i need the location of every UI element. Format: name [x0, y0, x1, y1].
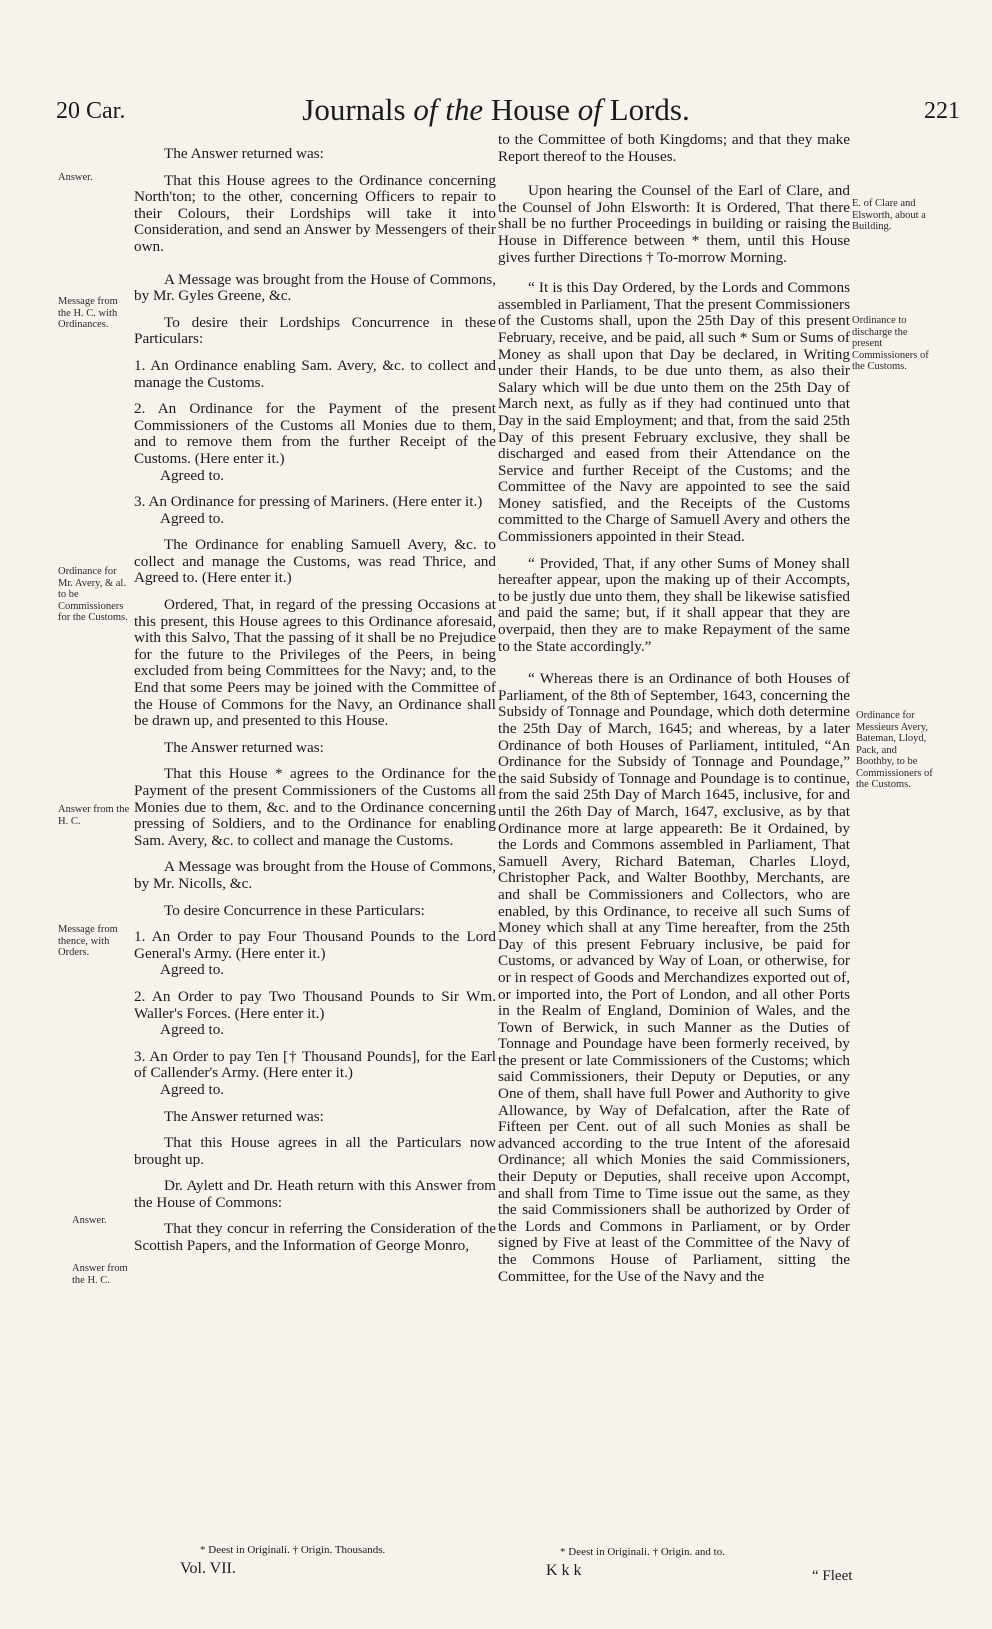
- paragraph: 2. An Order to pay Two Thousand Pounds to Sir Wm. Waller's Forces. (Here enter it.): [134, 987, 496, 1022]
- paragraph: 1. An Ordinance enabling Sam. Avery, &c. to collect and manage the Customs.: [134, 356, 496, 391]
- footnote: * Deest in Originali. † Origin. and to.: [560, 1546, 725, 1558]
- paragraph: To desire Concurrence in these Particulars:: [164, 901, 425, 919]
- running-title: Journals of the House of Lords.: [302, 92, 690, 127]
- left-column: [134, 146, 496, 1265]
- paragraph: 2. An Ordinance for the Payment of the present Commissioners of the Customs all Monies due to them, and to remove them from the further Receipt of the Customs. (Here enter it.): [134, 400, 496, 467]
- paragraph: A Message was brought from the House of Commons, by Mr. Nicolls, &c.: [134, 858, 496, 892]
- margin-note: E. of Clare and Elsworth, about a Building.: [852, 198, 926, 232]
- catchword: “ Fleet: [812, 1568, 853, 1584]
- paragraph: The Answer returned was:: [164, 145, 324, 162]
- paragraph: “ Whereas there is an Ordinance of both Houses of Parliament, of the 8th of September, 1643, concerning the Subsidy of Tonnage and Poundage, which doth determine the 25th Day of March, 1645; and whereas, by a later Ordinance of both Houses of Parliament, intituled, “An Ordinance for the Subsidy of Tonnage and Poundage,” the said Subsidy of Tonnage and Poundage is to continue, from the said 25th Day of March 1645, inclusive, for and until the 26th Day of March, 1647, exclusive, as by that Ordinance more at large appeareth: Be it Ordained, by the Lords and Commons assembled in Parliament, That Samuell Avery, Richard Bateman, Charles Lloyd, Christopher Pack, and Walter Boothby, Merchants, are and shall be Commissioners and Collectors, who are enabled, by this Ordinance, to receive all such Sums of Money which shall at any Time hereafter, from the 25th Day of this present February inclusive, be paid for Customs, or advanced by Way of Loan, or otherwise, for or in respect of Goods and Merchandizes exported out of, or imported into, the Port of London, and all other Ports in the Realm of England, Dominion of Wales, and the Town of Berwick, in such Manner as the Duties of Tonnage and Poundage have been formerly received, by the present or late Commissioners of the Customs; which said Commissioners, their Deputy or Deputies, or any One of them, shall have full Power and Authority to give Allowance, by Way of Defalcation, after the Rate of Fifteen per Cent. out of all such Monies as shall be advanced according to the true Intent of the aforesaid Ordinance; all which Monies the said Commissioners, their Deputy or Deputies, shall receive upon Accompt, and shall from Time to Time issue out the same, as they the said Commissioners shall be authorized by Order of the Lords and Commons in Parliament, or by Order signed by Five at least of the Committee of the Navy of the Commons House of Parliament, sitting the Committee, for the Use of the Navy and the: [498, 670, 850, 1285]
- paragraph: The Answer returned was:: [164, 738, 324, 756]
- paragraph: Dr. Aylett and Dr. Heath return with this Answer from the House of Commons:: [134, 1177, 496, 1211]
- paragraph: A Message was brought from the House of Commons, by Mr. Gyles Greene, &c.: [134, 270, 496, 305]
- paragraph: That they concur in referring the Consideration of the Scottish Papers, and the Information of George Monro,: [134, 1220, 496, 1255]
- volume-signature: Vol. VII.: [180, 1560, 236, 1577]
- paragraph: That this House agrees to the Ordinance concerning North'ton; to the other, concerning Officers to repair to their Colours, their Lordships will take it into Consideration, and send an Answer by Messengers of their own.: [134, 171, 496, 255]
- paragraph: To desire their Lordships Concurrence in these Particulars:: [134, 313, 496, 348]
- margin-note: Answer.: [72, 1215, 107, 1226]
- paragraph: 1. An Order to pay Four Thousand Pounds to the Lord General's Army. (Here enter it.): [134, 928, 496, 962]
- footnote: * Deest in Originali. † Origin. Thousands.: [200, 1544, 386, 1556]
- margin-note: Answer from the H. C.: [72, 1263, 128, 1286]
- paragraph: Agreed to.: [160, 1021, 225, 1039]
- paragraph: Ordered, That, in regard of the pressing Occasions at this present, this House agrees to this Ordinance aforesaid, with this Salvo, That the passing of it shall be no Prejudice for the future to the Privileges of the Peers, in being excluded from being Committees for the Navy; and, to the End that some Peers may be joined with the Committee of the House of Commons for the Navy, an Ordinance shall be drawn up, and presented to this House.: [134, 596, 496, 730]
- paragraph: Agreed to.: [160, 1080, 225, 1098]
- paragraph: That this House agrees in all the Particulars now brought up.: [134, 1134, 496, 1168]
- paragraph: Agreed to.: [160, 509, 225, 527]
- right-column: [498, 132, 850, 1295]
- paragraph: The Ordinance for enabling Samuell Avery, &c. to collect and manage the Customs, was read Thrice, and Agreed to. (Here enter it.): [134, 536, 496, 587]
- page-number: 221: [924, 98, 960, 124]
- margin-note: Ordinance for Messieurs Avery, Bateman, Lloyd, Pack, and Boothby, to be Commissioners of the Customs.: [856, 710, 933, 790]
- margin-note: Ordinance to discharge the present Commissioners of the Customs.: [852, 315, 929, 372]
- page-header: [0, 92, 992, 132]
- paragraph: Upon hearing the Counsel of the Earl of Clare, and the Counsel of John Elsworth: It is Ordered, That there shall be no further Proceedings in building or raising the House in Difference between * them, until this House gives further Directions † To-morrow Morning.: [498, 182, 850, 266]
- gathering-signature: K k k: [546, 1562, 582, 1579]
- margin-note: Message from the H. C. with Ordinances.: [58, 296, 118, 330]
- margin-note: Message from thence, with Orders.: [58, 924, 118, 958]
- paragraph: That this House * agrees to the Ordinance for the Payment of the present Commissioners of the Customs all Monies due to them, &c. and to the Ordinance concerning pressing of Soldiers, and to the Ordinance for enabling Sam. Avery, &c. to collect and manage the Customs.: [134, 765, 496, 849]
- paragraph: 3. An Ordinance for pressing of Mariners. (Here enter it.): [134, 493, 483, 511]
- paragraph: to the Committee of both Kingdoms; and that they make Report thereof to the Houses.: [498, 131, 850, 165]
- paragraph: “ It is this Day Ordered, by the Lords and Commons assembled in Parliament, That the present Commissioners of the Customs shall, upon the 25th Day of this present February, receive, and be paid, all such * Sum or Sums of Money as shall upon that Day be declared, in Writing under their Hands, to be due unto them, as also their Salary which will be due unto them on the 25th Day of March next, as fully as if they had continued unto that Day in the said Employment; and that, from the said 25th Day of this present February exclusive, they shall be discharged and eased from their Attendance on the Service and further Receipt of the Customs; and the Committee of the Navy are appointed to see the said Money satisfied, and the Receipts of the Customs committed to the Charge of Samuell Avery and others the Commissioners appointed in their Stead.: [498, 279, 850, 546]
- paragraph: “ Provided, That, if any other Sums of Money shall hereafter appear, upon the making up of their Accompts, to be justly due unto them, they shall be likewise satisfied and paid the same; but, if it shall appear that they are overpaid, then they are to make Repayment of the same to the State accordingly.”: [498, 554, 850, 655]
- paragraph: Agreed to.: [160, 961, 225, 979]
- margin-note: Ordinance for Mr. Avery, & al. to be Commissioners for the Customs.: [58, 566, 128, 623]
- paragraph: 3. An Order to pay Ten [† Thousand Pounds], for the Earl of Callender's Army. (Here enter it.): [134, 1047, 496, 1082]
- paragraph: The Answer returned was:: [164, 1107, 324, 1125]
- margin-note: Answer.: [58, 172, 93, 183]
- regnal-year: 20 Car.: [56, 98, 126, 124]
- paragraph: Agreed to.: [160, 466, 225, 484]
- margin-note: Answer from the H. C.: [58, 804, 130, 827]
